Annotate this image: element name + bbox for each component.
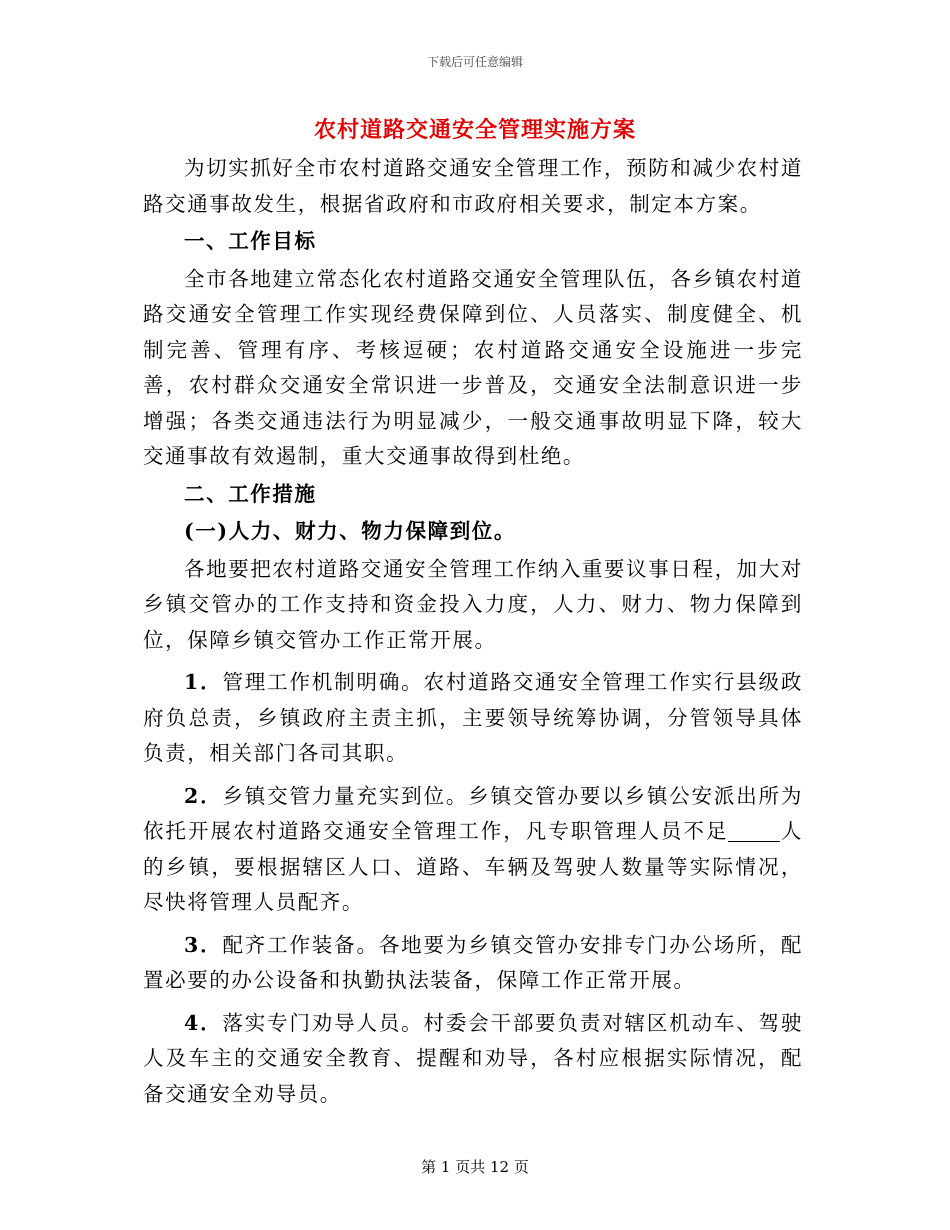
item-text: 配齐工作装备。各地要为乡镇交管办安排专门办公场所，配置必要的办公设备和执勤执法装备，保障工作正常开展。 bbox=[143, 932, 803, 992]
list-item bbox=[143, 665, 803, 772]
document-body bbox=[143, 151, 803, 1112]
item-number: 3． bbox=[184, 932, 223, 957]
item-text: 乡镇交管力量充实到位。乡镇交管办要以乡镇公安派出所为依托开展农村道路交通安全管理工作，凡专职管理人员不足 bbox=[143, 783, 803, 843]
list-item bbox=[143, 779, 803, 921]
fill-in-blank bbox=[728, 819, 780, 842]
subsection-heading-1: (一)人力、财力、物力保障到位。 bbox=[184, 519, 516, 543]
item-number: 4． bbox=[184, 1010, 223, 1035]
section-heading-goals: 一、工作目标 bbox=[184, 229, 317, 253]
section-heading-measures: 二、工作措施 bbox=[184, 481, 317, 506]
item-text: 管理工作机制明确。农村道路交通安全管理工作实行县级政府负总责，乡镇政府主责主抓，主要领导统筹协调，分管领导具体负责，相关部门各司其职。 bbox=[143, 670, 803, 765]
goals-paragraph: 全市各地建立常态化农村道路交通安全管理队伍，各乡镇农村道路交通安全管理工作实现经费保障到位、人员落实、制度健全、机制完善、管理有序、考核逗硬；农村道路交通安全设施进一步完善，农村群众交通安全常识进一步普及，交通安全法制意识进一步增强；各类交通违法行为明显减少，一般交通事故明显下降，较大交通事故有效遏制，重大交通事故得到杜绝。 bbox=[143, 266, 803, 468]
item-text: 人的乡镇，要根据辖区人口、道路、车辆及驾驶人数量等实际情况，尽快将管理人员配齐。 bbox=[143, 819, 803, 914]
item-text: 落实专门劝导人员。村委会干部要负责对辖区机动车、驾驶人及车主的交通安全教育、提醒和劝导，各村应根据实际情况，配备交通安全劝导员。 bbox=[143, 1010, 803, 1106]
document-title: 农村道路交通安全管理实施方案 bbox=[313, 117, 636, 143]
page-footer: 第 1 页共 12 页 bbox=[421, 1158, 529, 1176]
list-item bbox=[143, 1006, 803, 1113]
subsection-1-paragraph: 各地要把农村道路交通安全管理工作纳入重要议事日程，加大对乡镇交管办的工作支持和资金投入力度，人力、财力、物力保障到位，保障乡镇交管办工作正常开展。 bbox=[143, 556, 803, 652]
header-note: 下载后可任意编辑 bbox=[426, 55, 523, 69]
list-item bbox=[143, 928, 803, 999]
item-number: 1． bbox=[184, 670, 223, 694]
intro-paragraph: 为切实抓好全市农村道路交通安全管理工作，预防和减少农村道路交通事故发生，根据省政府和市政府相关要求，制定本方案。 bbox=[143, 156, 803, 216]
item-number: 2． bbox=[184, 783, 223, 808]
